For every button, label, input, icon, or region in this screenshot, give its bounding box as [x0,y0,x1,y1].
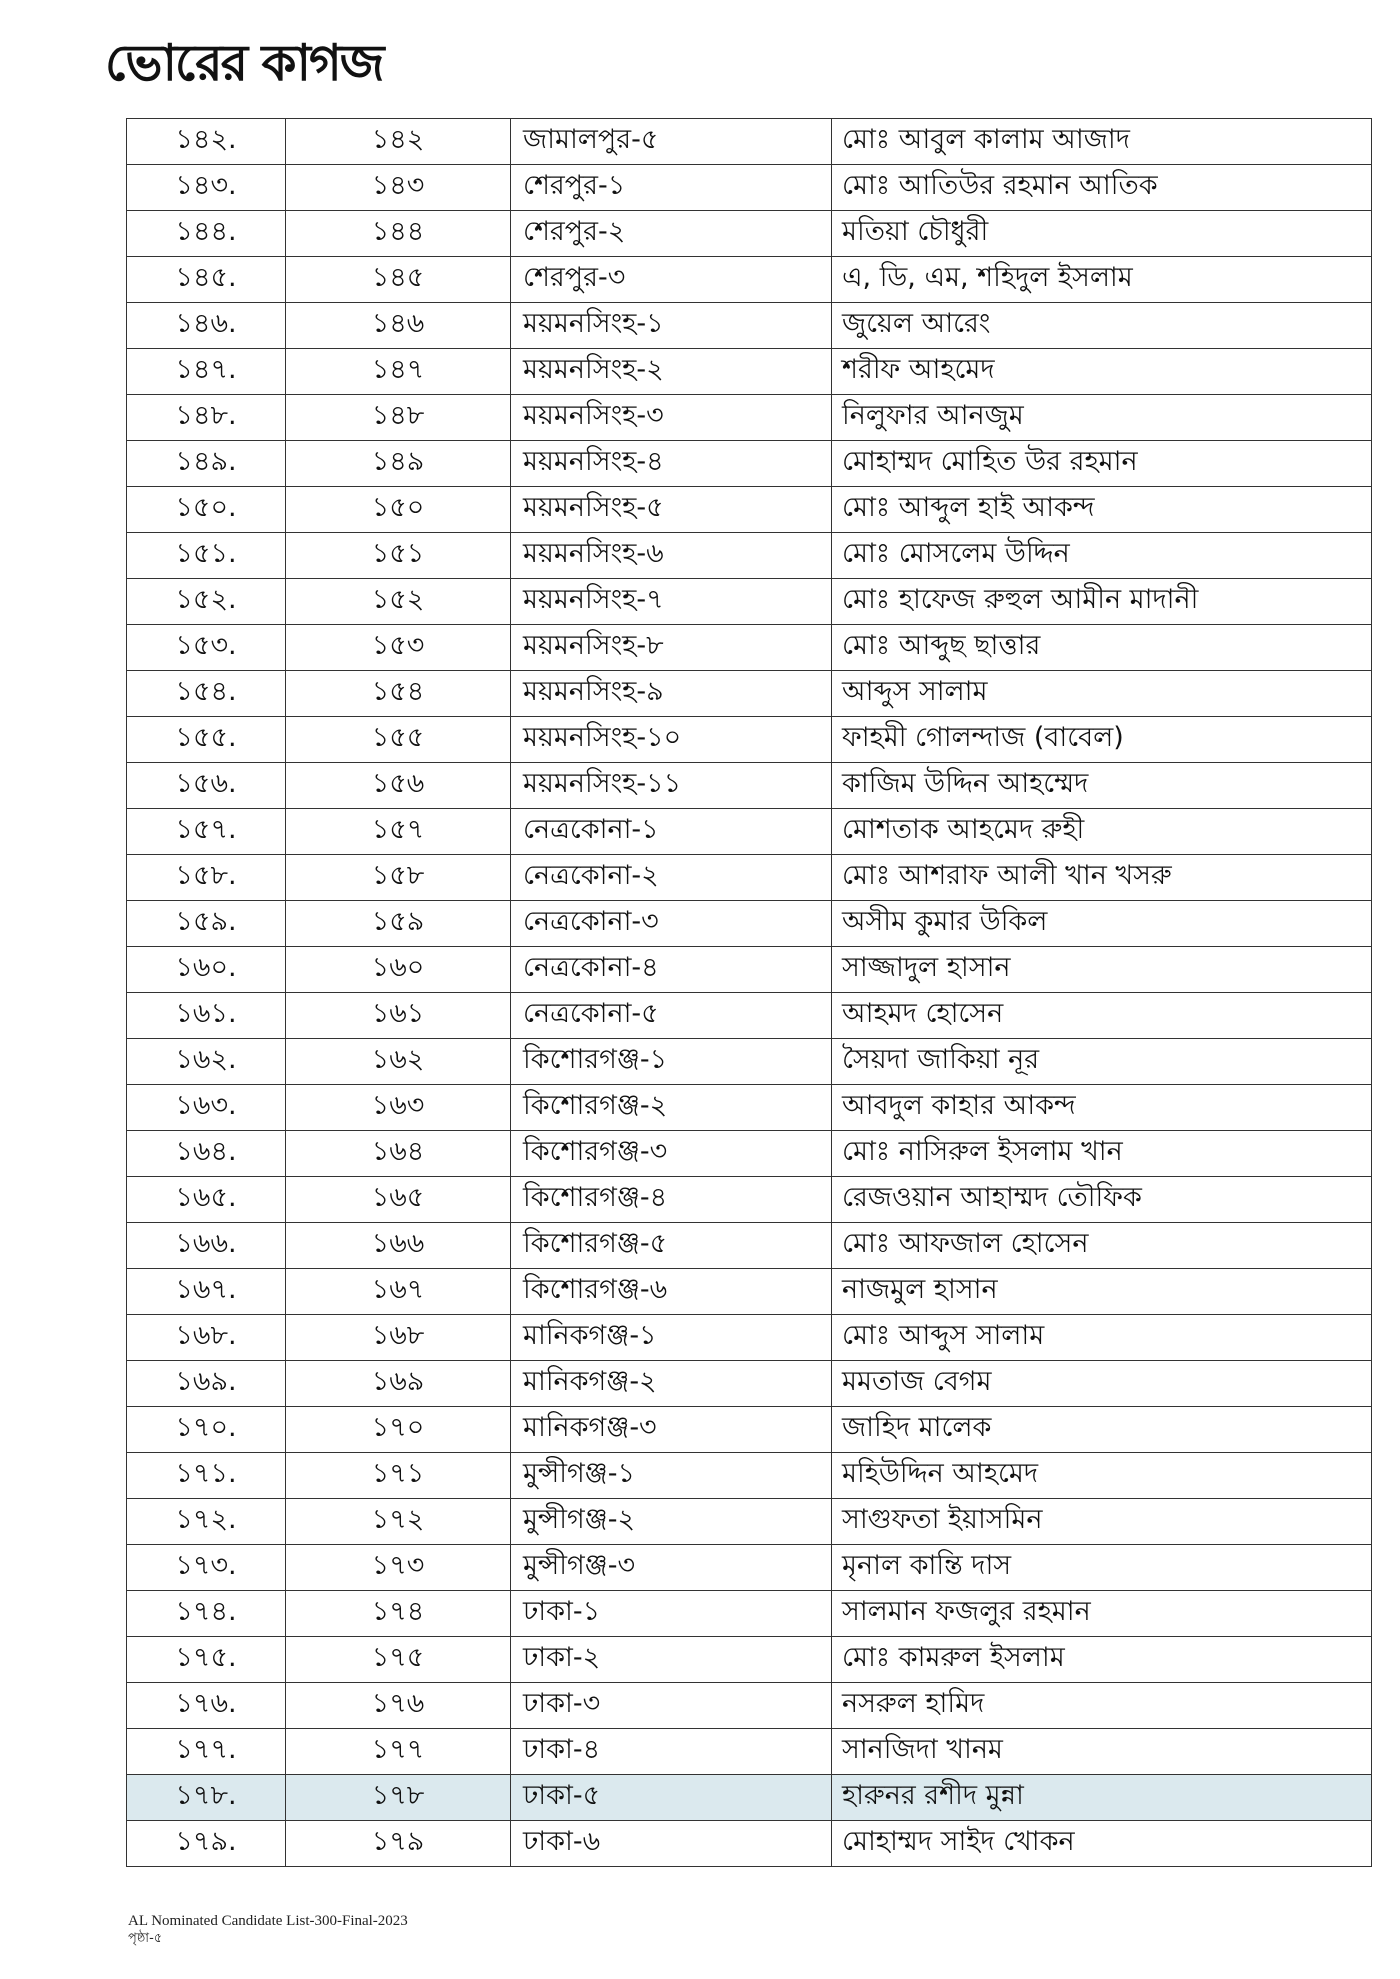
table-row [127,303,1372,349]
table-row [127,1775,1372,1821]
table-row [127,1407,1372,1453]
code-cell: ১৬২ [286,1039,511,1085]
serial-cell: ১৬৭. [127,1269,286,1315]
table-row [127,533,1372,579]
candidate-cell: নিলুফার আনজুম [832,395,1372,441]
table-row [127,165,1372,211]
table-row [127,1269,1372,1315]
constituency-cell: মুন্সীগঞ্জ-২ [511,1499,832,1545]
serial-cell: ১৫৭. [127,809,286,855]
serial-cell: ১৪৬. [127,303,286,349]
table-row [127,1499,1372,1545]
constituency-cell: জামালপুর-৫ [511,119,832,165]
serial-cell: ১৬১. [127,993,286,1039]
code-cell: ১৭৮ [286,1775,511,1821]
candidate-cell: হারুনর রশীদ মুন্না [832,1775,1372,1821]
serial-cell: ১৭৬. [127,1683,286,1729]
serial-cell: ১৫২. [127,579,286,625]
candidate-cell: মহিউদ্দিন আহমেদ [832,1453,1372,1499]
table-row [127,1361,1372,1407]
constituency-cell: নেত্রকোনা-৪ [511,947,832,993]
serial-cell: ১৪৮. [127,395,286,441]
code-cell: ১৫৮ [286,855,511,901]
candidate-cell: সাগুফতা ইয়াসমিন [832,1499,1372,1545]
masthead-logo: ভোরের কাগজ [105,34,383,92]
candidate-cell: এ, ডি, এম, শহিদুল ইসলাম [832,257,1372,303]
candidate-cell: মোঃ আবুল কালাম আজাদ [832,119,1372,165]
constituency-cell: ঢাকা-১ [511,1591,832,1637]
table-row [127,487,1372,533]
constituency-cell: ঢাকা-২ [511,1637,832,1683]
table-row [127,1453,1372,1499]
constituency-cell: ঢাকা-৬ [511,1821,832,1867]
serial-cell: ১৫৫. [127,717,286,763]
candidate-table [126,118,1372,1867]
code-cell: ১৬৬ [286,1223,511,1269]
serial-cell: ১৭৩. [127,1545,286,1591]
serial-cell: ১৭৪. [127,1591,286,1637]
constituency-cell: ময়মনসিংহ-৪ [511,441,832,487]
table-row [127,579,1372,625]
code-cell: ১৪২ [286,119,511,165]
code-cell: ১৭৪ [286,1591,511,1637]
code-cell: ১৫৭ [286,809,511,855]
table-row [127,809,1372,855]
table-row [127,671,1372,717]
code-cell: ১৪৯ [286,441,511,487]
candidate-cell: মোহাম্মদ মোহিত উর রহমান [832,441,1372,487]
constituency-cell: কিশোরগঞ্জ-২ [511,1085,832,1131]
table-row [127,1039,1372,1085]
table-row [127,395,1372,441]
table-row [127,947,1372,993]
candidate-cell: মতিয়া চৌধুরী [832,211,1372,257]
candidate-cell: জুয়েল আরেং [832,303,1372,349]
serial-cell: ১৫৯. [127,901,286,947]
serial-cell: ১৬৯. [127,1361,286,1407]
serial-cell: ১৭৭. [127,1729,286,1775]
candidate-cell: শরীফ আহমেদ [832,349,1372,395]
constituency-cell: মানিকগঞ্জ-২ [511,1361,832,1407]
table-row [127,717,1372,763]
candidate-cell: অসীম কুমার উকিল [832,901,1372,947]
candidate-cell: ফাহমী গোলন্দাজ (বাবেল) [832,717,1372,763]
candidate-cell: আবদুল কাহার আকন্দ [832,1085,1372,1131]
constituency-cell: নেত্রকোনা-১ [511,809,832,855]
constituency-cell: নেত্রকোনা-৫ [511,993,832,1039]
code-cell: ১৬৭ [286,1269,511,1315]
serial-cell: ১৫৬. [127,763,286,809]
serial-cell: ১৬২. [127,1039,286,1085]
candidate-cell: মৃনাল কান্তি দাস [832,1545,1372,1591]
code-cell: ১৭৭ [286,1729,511,1775]
serial-cell: ১৪৭. [127,349,286,395]
serial-cell: ১৬৩. [127,1085,286,1131]
serial-cell: ১৬০. [127,947,286,993]
serial-cell: ১৬৬. [127,1223,286,1269]
constituency-cell: ময়মনসিংহ-৮ [511,625,832,671]
code-cell: ১৪৫ [286,257,511,303]
serial-cell: ১৪২. [127,119,286,165]
code-cell: ১৬৫ [286,1177,511,1223]
constituency-cell: ময়মনসিংহ-৬ [511,533,832,579]
candidate-cell: কাজিম উদ্দিন আহম্মেদ [832,763,1372,809]
table-row [127,625,1372,671]
table-row [127,119,1372,165]
code-cell: ১৬৯ [286,1361,511,1407]
code-cell: ১৭৫ [286,1637,511,1683]
constituency-cell: নেত্রকোনা-৩ [511,901,832,947]
serial-cell: ১৪৫. [127,257,286,303]
table-row [127,1821,1372,1867]
constituency-cell: শেরপুর-১ [511,165,832,211]
code-cell: ১৫৫ [286,717,511,763]
table-row [127,257,1372,303]
serial-cell: ১৭৯. [127,1821,286,1867]
serial-cell: ১৫৩. [127,625,286,671]
candidate-cell: মোঃ আশরাফ আলী খান খসরু [832,855,1372,901]
table-row [127,1591,1372,1637]
candidate-cell: রেজওয়ান আহাম্মদ তৌফিক [832,1177,1372,1223]
table-row [127,441,1372,487]
table-row [127,1223,1372,1269]
serial-cell: ১৬৮. [127,1315,286,1361]
constituency-cell: কিশোরগঞ্জ-৬ [511,1269,832,1315]
code-cell: ১৭০ [286,1407,511,1453]
candidate-cell: সানজিদা খানম [832,1729,1372,1775]
code-cell: ১৪৬ [286,303,511,349]
constituency-cell: শেরপুর-২ [511,211,832,257]
candidate-cell: মোহাম্মদ সাইদ খোকন [832,1821,1372,1867]
code-cell: ১৬৩ [286,1085,511,1131]
constituency-cell: কিশোরগঞ্জ-৪ [511,1177,832,1223]
serial-cell: ১৭১. [127,1453,286,1499]
code-cell: ১৬৪ [286,1131,511,1177]
code-cell: ১৫৩ [286,625,511,671]
constituency-cell: ময়মনসিংহ-৫ [511,487,832,533]
constituency-cell: মানিকগঞ্জ-৩ [511,1407,832,1453]
page-number: পৃষ্ঠা-৫ [128,1931,163,1946]
candidate-cell: মোঃ আব্দুছ ছাত্তার [832,625,1372,671]
serial-cell: ১৫৪. [127,671,286,717]
table-row [127,1315,1372,1361]
serial-cell: ১৬৫. [127,1177,286,1223]
candidate-cell: মোঃ নাসিরুল ইসলাম খান [832,1131,1372,1177]
footer-list-title: AL Nominated Candidate List-300-Final-2023 [128,1913,408,1929]
serial-cell: ১৪৩. [127,165,286,211]
code-cell: ১৭২ [286,1499,511,1545]
candidate-cell: সৈয়দা জাকিয়া নূর [832,1039,1372,1085]
code-cell: ১৬৮ [286,1315,511,1361]
table-row [127,993,1372,1039]
code-cell: ১৫০ [286,487,511,533]
candidate-cell: আব্দুস সালাম [832,671,1372,717]
table-row [127,211,1372,257]
constituency-cell: কিশোরগঞ্জ-৩ [511,1131,832,1177]
candidate-cell: নাজমুল হাসান [832,1269,1372,1315]
code-cell: ১৬১ [286,993,511,1039]
code-cell: ১৫৬ [286,763,511,809]
serial-cell: ১৫০. [127,487,286,533]
candidate-cell: মোঃ কামরুল ইসলাম [832,1637,1372,1683]
constituency-cell: নেত্রকোনা-২ [511,855,832,901]
constituency-cell: ময়মনসিংহ-৩ [511,395,832,441]
code-cell: ১৫৪ [286,671,511,717]
code-cell: ১৭৬ [286,1683,511,1729]
code-cell: ১৬০ [286,947,511,993]
constituency-cell: কিশোরগঞ্জ-৫ [511,1223,832,1269]
code-cell: ১৪৩ [286,165,511,211]
serial-cell: ১৪৪. [127,211,286,257]
code-cell: ১৫৯ [286,901,511,947]
constituency-cell: ঢাকা-৩ [511,1683,832,1729]
serial-cell: ১৭৮. [127,1775,286,1821]
constituency-cell: কিশোরগঞ্জ-১ [511,1039,832,1085]
serial-cell: ১৫৮. [127,855,286,901]
constituency-cell: ময়মনসিংহ-৯ [511,671,832,717]
table-row [127,349,1372,395]
table-row [127,1683,1372,1729]
candidate-cell: জাহিদ মালেক [832,1407,1372,1453]
table-row [127,1545,1372,1591]
constituency-cell: ময়মনসিংহ-৭ [511,579,832,625]
constituency-cell: শেরপুর-৩ [511,257,832,303]
table-row [127,855,1372,901]
table-row [127,763,1372,809]
candidate-cell: মোঃ আফজাল হোসেন [832,1223,1372,1269]
candidate-cell: মোঃ আব্দুল হাই আকন্দ [832,487,1372,533]
code-cell: ১৫২ [286,579,511,625]
constituency-cell: ঢাকা-৫ [511,1775,832,1821]
serial-cell: ১৭২. [127,1499,286,1545]
constituency-cell: মানিকগঞ্জ-১ [511,1315,832,1361]
candidate-cell: মোঃ আতিউর রহমান আতিক [832,165,1372,211]
candidate-cell: মোঃ মোসলেম উদ্দিন [832,533,1372,579]
serial-cell: ১৬৪. [127,1131,286,1177]
code-cell: ১৪৮ [286,395,511,441]
constituency-cell: মুন্সীগঞ্জ-১ [511,1453,832,1499]
code-cell: ১৪৪ [286,211,511,257]
candidate-cell: সালমান ফজলুর রহমান [832,1591,1372,1637]
constituency-cell: ময়মনসিংহ-১০ [511,717,832,763]
serial-cell: ১৫১. [127,533,286,579]
code-cell: ১৭১ [286,1453,511,1499]
candidate-cell: মমতাজ বেগম [832,1361,1372,1407]
candidate-cell: নসরুল হামিদ [832,1683,1372,1729]
code-cell: ১৭৯ [286,1821,511,1867]
constituency-cell: মুন্সীগঞ্জ-৩ [511,1545,832,1591]
serial-cell: ১৭৫. [127,1637,286,1683]
code-cell: ১৫১ [286,533,511,579]
table-row [127,1131,1372,1177]
candidate-cell: মোশতাক আহমেদ রুহী [832,809,1372,855]
serial-cell: ১৪৯. [127,441,286,487]
table-row [127,1177,1372,1223]
candidate-cell: মোঃ আব্দুস সালাম [832,1315,1372,1361]
table-row [127,901,1372,947]
constituency-cell: ময়মনসিংহ-২ [511,349,832,395]
footer [128,1912,408,1948]
candidate-cell: সাজ্জাদুল হাসান [832,947,1372,993]
table-row [127,1729,1372,1775]
constituency-cell: ময়মনসিংহ-১১ [511,763,832,809]
serial-cell: ১৭০. [127,1407,286,1453]
code-cell: ১৭৩ [286,1545,511,1591]
code-cell: ১৪৭ [286,349,511,395]
constituency-cell: ঢাকা-৪ [511,1729,832,1775]
table-row [127,1085,1372,1131]
constituency-cell: ময়মনসিংহ-১ [511,303,832,349]
candidate-table-body [127,119,1372,1867]
candidate-cell: মোঃ হাফেজ রুহুল আমীন মাদানী [832,579,1372,625]
candidate-cell: আহমদ হোসেন [832,993,1372,1039]
table-row [127,1637,1372,1683]
